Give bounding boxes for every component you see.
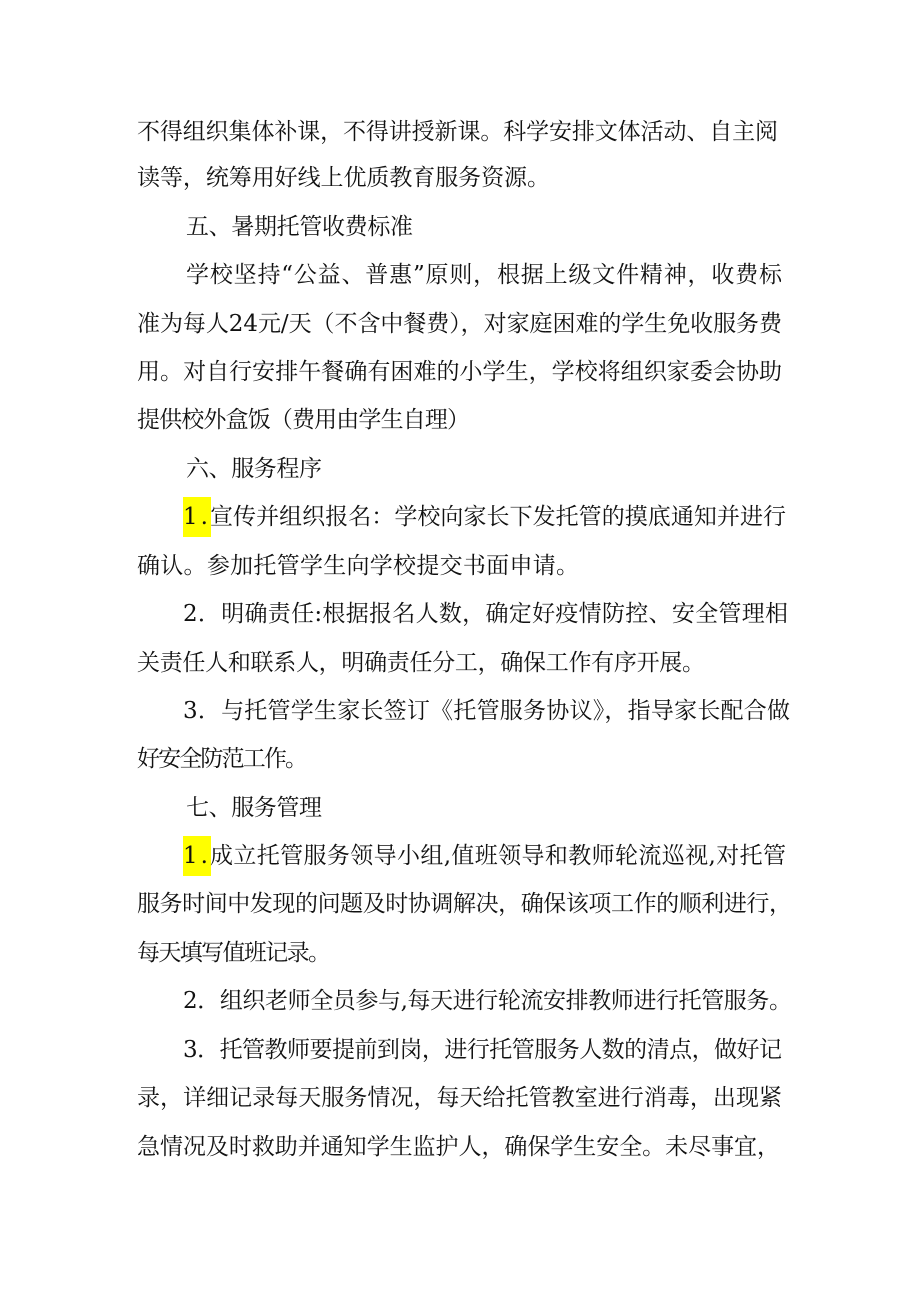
paragraph-line <box>0 352 920 392</box>
text-line: 准为每人24元/天（不含中餐费），对家庭困难的学生免收服务费 <box>137 311 782 337</box>
section-5-heading: 五、暑期托管收费标准 <box>186 214 413 240</box>
list-item-line <box>0 546 920 586</box>
text-line: 3．托管教师要提前到岗，进行托管服务人数的清点，做好记 <box>183 1037 782 1063</box>
paragraph-line <box>0 255 920 295</box>
text-line: 急情况及时救助并通知学生监护人，确保学生安全。未尽事宜， <box>137 1134 780 1160</box>
paragraph-line <box>0 400 920 440</box>
list-item-line <box>0 1078 920 1118</box>
section-heading <box>0 449 920 489</box>
text-line: 2．明确责任:根据报名人数，确定好疫情防控、安全管理相 <box>183 601 789 627</box>
text-line: 读等，统筹用好线上优质教育服务资源。 <box>137 165 550 191</box>
text-line: 关责任人和联系人，明确责任分工，确保工作有序开展。 <box>137 650 705 676</box>
list-item-line <box>0 933 920 973</box>
text-line: 服务时间中发现的问题及时协调解决，确保该项工作的顺利进行， <box>137 891 792 917</box>
list-item-line <box>0 643 920 683</box>
text-line: 3．与托管学生家长签订《托管服务协议》，指导家长配合做 <box>183 698 791 724</box>
list-item-line <box>0 884 920 924</box>
section-7-heading: 七、服务管理 <box>186 795 322 821</box>
text-line: 确认。参加托管学生向学校提交书面申请。 <box>137 553 580 579</box>
text-line: 不得组织集体补课，不得讲授新课。科学安排文体活动、自主阅 <box>137 119 778 145</box>
paragraph-line <box>0 158 920 198</box>
text-line: 每天填写值班记录。 <box>137 940 330 966</box>
text-line: 2．组织老师全员参与,每天进行轮流安排教师进行托管服务。 <box>183 988 792 1014</box>
list-item-line <box>0 594 920 634</box>
list-item-line <box>0 739 920 779</box>
highlighted-number: 1. <box>183 836 211 876</box>
list-item-line <box>0 691 920 731</box>
list-item-line <box>0 1127 920 1167</box>
text-line: 宣传并组织报名：学校向家长下发托管的摸底通知并进行 <box>210 504 787 530</box>
section-heading <box>0 207 920 247</box>
paragraph-line <box>0 112 920 152</box>
text-line: 成立托管服务领导小组,值班领导和教师轮流巡视,对托管 <box>210 843 787 869</box>
text-line: 用。对自行安排午餐确有困难的小学生，学校将组织家委会协助 <box>137 359 783 385</box>
list-item-line <box>0 981 920 1021</box>
text-line: 录，详细记录每天服务情况，每天给托管教室进行消毒，出现紧 <box>137 1085 783 1111</box>
highlighted-number: 1. <box>183 497 211 537</box>
list-item-line <box>0 836 920 876</box>
section-6-heading: 六、服务程序 <box>186 456 322 482</box>
text-line: 好安全防范工作。 <box>137 746 307 772</box>
list-item-line <box>0 1030 920 1070</box>
text-line: 学校坚持“公益、普惠”原则，根据上级文件精神，收费标 <box>186 262 783 288</box>
section-heading <box>0 788 920 828</box>
paragraph-line <box>0 304 920 344</box>
text-line: 提供校外盒饭（费用由学生自理） <box>137 407 470 433</box>
list-item-line <box>0 497 920 537</box>
